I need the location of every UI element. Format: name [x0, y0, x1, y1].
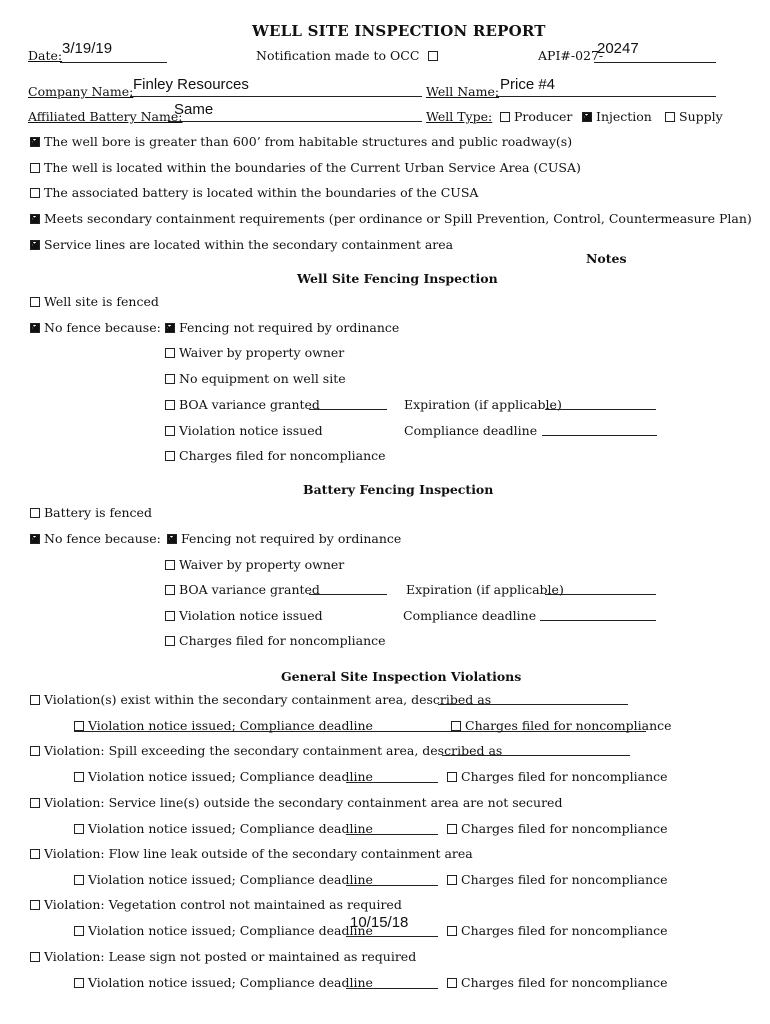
notice-checkbox[interactable]: [74, 824, 84, 834]
violation-checkbox[interactable]: [30, 798, 40, 808]
reason-checkbox[interactable]: [165, 348, 175, 358]
violation-checkbox[interactable]: [30, 900, 40, 910]
violation-service-lines[interactable]: Violation: Service line(s) outside the secondary containment area are not secured: [30, 795, 562, 810]
well-name-line: [496, 96, 716, 97]
well-type-injection[interactable]: Injection: [582, 109, 652, 124]
report-title: WELL SITE INSPECTION REPORT: [252, 22, 546, 40]
well-no-fence-checkbox[interactable]: [30, 323, 40, 333]
date-line: [60, 62, 167, 63]
date-field[interactable]: 3/19/19: [62, 40, 113, 57]
condition-checkbox[interactable]: [30, 214, 40, 224]
api-label: API#-027-: [538, 48, 604, 63]
violation-notice-row[interactable]: Violation notice issued; Compliance deadline: [74, 769, 373, 784]
well-expiration-label: Expiration (if applicable): [404, 397, 562, 412]
battery-compliance-label: Compliance deadline: [403, 608, 537, 623]
vegetation-deadline-field[interactable]: 10/15/18: [350, 914, 409, 931]
reason-checkbox[interactable]: [165, 585, 175, 595]
violation-notice-row[interactable]: Violation notice issued; Compliance deadline: [74, 872, 373, 887]
violation-description-line[interactable]: [438, 704, 628, 705]
reason-checkbox[interactable]: [167, 534, 177, 544]
battery-reason-not-required[interactable]: Fencing not required by ordinance: [167, 531, 401, 546]
well-type-producer[interactable]: Producer: [500, 109, 572, 124]
api-field[interactable]: 20247: [597, 40, 639, 57]
violation-notice-row[interactable]: Violation notice issued; Compliance deadline: [74, 975, 373, 990]
reason-checkbox[interactable]: [165, 636, 175, 646]
reason-checkbox[interactable]: [165, 374, 175, 384]
notification-label: Notification made to OCC: [256, 48, 442, 63]
charges-checkbox[interactable]: [451, 721, 461, 731]
well-type-supply[interactable]: Supply: [665, 109, 723, 124]
violation-flow-line[interactable]: Violation: Flow line leak outside of the secondary containment area: [30, 846, 473, 861]
battery-fencing-heading: Battery Fencing Inspection: [303, 482, 494, 497]
charges-checkbox[interactable]: [447, 926, 457, 936]
battery-name-label: Affiliated Battery Name:: [28, 109, 183, 124]
well-compliance-line[interactable]: [542, 435, 657, 436]
deadline-line[interactable]: [346, 988, 438, 989]
producer-checkbox[interactable]: [500, 112, 510, 122]
notice-checkbox[interactable]: [74, 772, 84, 782]
well-reason-charges[interactable]: Charges filed for noncompliance: [165, 448, 386, 463]
violation-containment-area[interactable]: Violation(s) exist within the secondary containment area, described as: [30, 692, 491, 707]
notes-label: Notes: [586, 251, 627, 266]
well-boa-line: [309, 409, 387, 410]
well-name-label: Well Name:: [426, 84, 500, 99]
battery-boa-line: [309, 594, 387, 595]
reason-checkbox[interactable]: [165, 451, 175, 461]
battery-name-field[interactable]: Same: [174, 101, 214, 118]
battery-fenced-checkbox[interactable]: [30, 508, 40, 518]
well-compliance-label: Compliance deadline: [404, 423, 538, 438]
battery-compliance-line[interactable]: [540, 620, 656, 621]
well-reason-boa[interactable]: BOA variance granted: [165, 397, 320, 412]
charges-row[interactable]: Charges filed for noncompliance: [447, 923, 668, 938]
deadline-line[interactable]: [346, 936, 438, 937]
condition-checkbox[interactable]: [30, 163, 40, 173]
battery-reason-boa[interactable]: BOA variance granted: [165, 582, 320, 597]
charges-checkbox[interactable]: [447, 978, 457, 988]
battery-name-line: [168, 121, 422, 122]
company-name-field[interactable]: Finley Resources: [133, 76, 249, 93]
reason-checkbox[interactable]: [165, 426, 175, 436]
condition-containment[interactable]: Meets secondary containment requirements (per ordinance or Spill Prevention, Control, Countermeasure Plan): [30, 211, 752, 226]
violation-checkbox[interactable]: [30, 952, 40, 962]
reason-checkbox[interactable]: [165, 611, 175, 621]
well-name-field[interactable]: Price #4: [500, 76, 556, 93]
date-label: Date:: [28, 48, 63, 63]
supply-checkbox[interactable]: [665, 112, 675, 122]
charges-row[interactable]: Charges filed for noncompliance: [447, 872, 668, 887]
notice-checkbox[interactable]: [74, 875, 84, 885]
well-reason-no-equipment[interactable]: No equipment on well site: [165, 371, 346, 386]
charges-checkbox[interactable]: [447, 875, 457, 885]
battery-no-fence-option[interactable]: No fence because:: [30, 531, 161, 546]
deadline-line[interactable]: [346, 782, 438, 783]
well-reason-violation[interactable]: Violation notice issued: [165, 423, 323, 438]
battery-expiration-label: Expiration (if applicable): [406, 582, 564, 597]
condition-service-lines[interactable]: Service lines are located within the secondary containment area: [30, 237, 453, 252]
condition-checkbox[interactable]: [30, 188, 40, 198]
violation-notice-row[interactable]: Violation notice issued; Compliance deadline: [74, 923, 373, 938]
deadline-line[interactable]: [346, 834, 438, 835]
violation-checkbox[interactable]: [30, 746, 40, 756]
charges-row[interactable]: Charges filed for noncompliance: [447, 821, 668, 836]
condition-well-bore[interactable]: The well bore is greater than 600’ from habitable structures and public roadway(s): [30, 134, 572, 149]
reason-checkbox[interactable]: [165, 400, 175, 410]
well-fenced-option[interactable]: Well site is fenced: [30, 294, 159, 309]
deadline-line[interactable]: [346, 885, 438, 886]
injection-checkbox[interactable]: [582, 112, 592, 122]
battery-reason-charges[interactable]: Charges filed for noncompliance: [165, 633, 386, 648]
company-name-label: Company Name:: [28, 84, 134, 99]
api-line: [594, 62, 716, 63]
general-heading: General Site Inspection Violations: [281, 669, 522, 684]
battery-reason-waiver[interactable]: Waiver by property owner: [165, 557, 344, 572]
company-name-line: [130, 96, 422, 97]
condition-cusa-battery[interactable]: The associated battery is located within the boundaries of the CUSA: [30, 185, 478, 200]
charges-row[interactable]: Charges filed for noncompliance: [451, 718, 672, 733]
notification-checkbox[interactable]: [428, 51, 438, 61]
well-reason-not-required[interactable]: Fencing not required by ordinance: [165, 320, 399, 335]
notice-checkbox[interactable]: [74, 721, 84, 731]
well-fenced-checkbox[interactable]: [30, 297, 40, 307]
violation-checkbox[interactable]: [30, 695, 40, 705]
violation-notice-row[interactable]: Violation notice issued; Compliance deadline: [74, 821, 373, 836]
well-reason-waiver[interactable]: Waiver by property owner: [165, 345, 344, 360]
charges-row[interactable]: Charges filed for noncompliance: [447, 769, 668, 784]
violation-notice-row[interactable]: Violation notice issued; Compliance deadline: [74, 718, 373, 733]
violation-description-line[interactable]: [442, 755, 630, 756]
well-no-fence-option[interactable]: No fence because:: [30, 320, 161, 335]
charges-checkbox[interactable]: [447, 824, 457, 834]
reason-checkbox[interactable]: [165, 560, 175, 570]
charges-row[interactable]: Charges filed for noncompliance: [447, 975, 668, 990]
well-type-label: Well Type:: [426, 109, 493, 124]
notice-checkbox[interactable]: [74, 978, 84, 988]
battery-fenced-option[interactable]: Battery is fenced: [30, 505, 152, 520]
charges-checkbox[interactable]: [447, 772, 457, 782]
reason-checkbox[interactable]: [165, 323, 175, 333]
battery-expiration-line[interactable]: [545, 594, 656, 595]
violation-checkbox[interactable]: [30, 849, 40, 859]
notice-checkbox[interactable]: [74, 926, 84, 936]
condition-cusa-well[interactable]: The well is located within the boundaries of the Current Urban Service Area (CUSA): [30, 160, 581, 175]
battery-no-fence-checkbox[interactable]: [30, 534, 40, 544]
battery-reason-violation[interactable]: Violation notice issued: [165, 608, 323, 623]
violation-spill[interactable]: Violation: Spill exceeding the secondary containment area, described as: [30, 743, 502, 758]
well-fencing-heading: Well Site Fencing Inspection: [297, 271, 498, 286]
condition-checkbox[interactable]: [30, 137, 40, 147]
violation-vegetation[interactable]: Violation: Vegetation control not maintained as required: [30, 897, 402, 912]
violation-lease-sign[interactable]: Violation: Lease sign not posted or maintained as required: [30, 949, 416, 964]
condition-checkbox[interactable]: [30, 240, 40, 250]
well-expiration-line[interactable]: [545, 409, 656, 410]
